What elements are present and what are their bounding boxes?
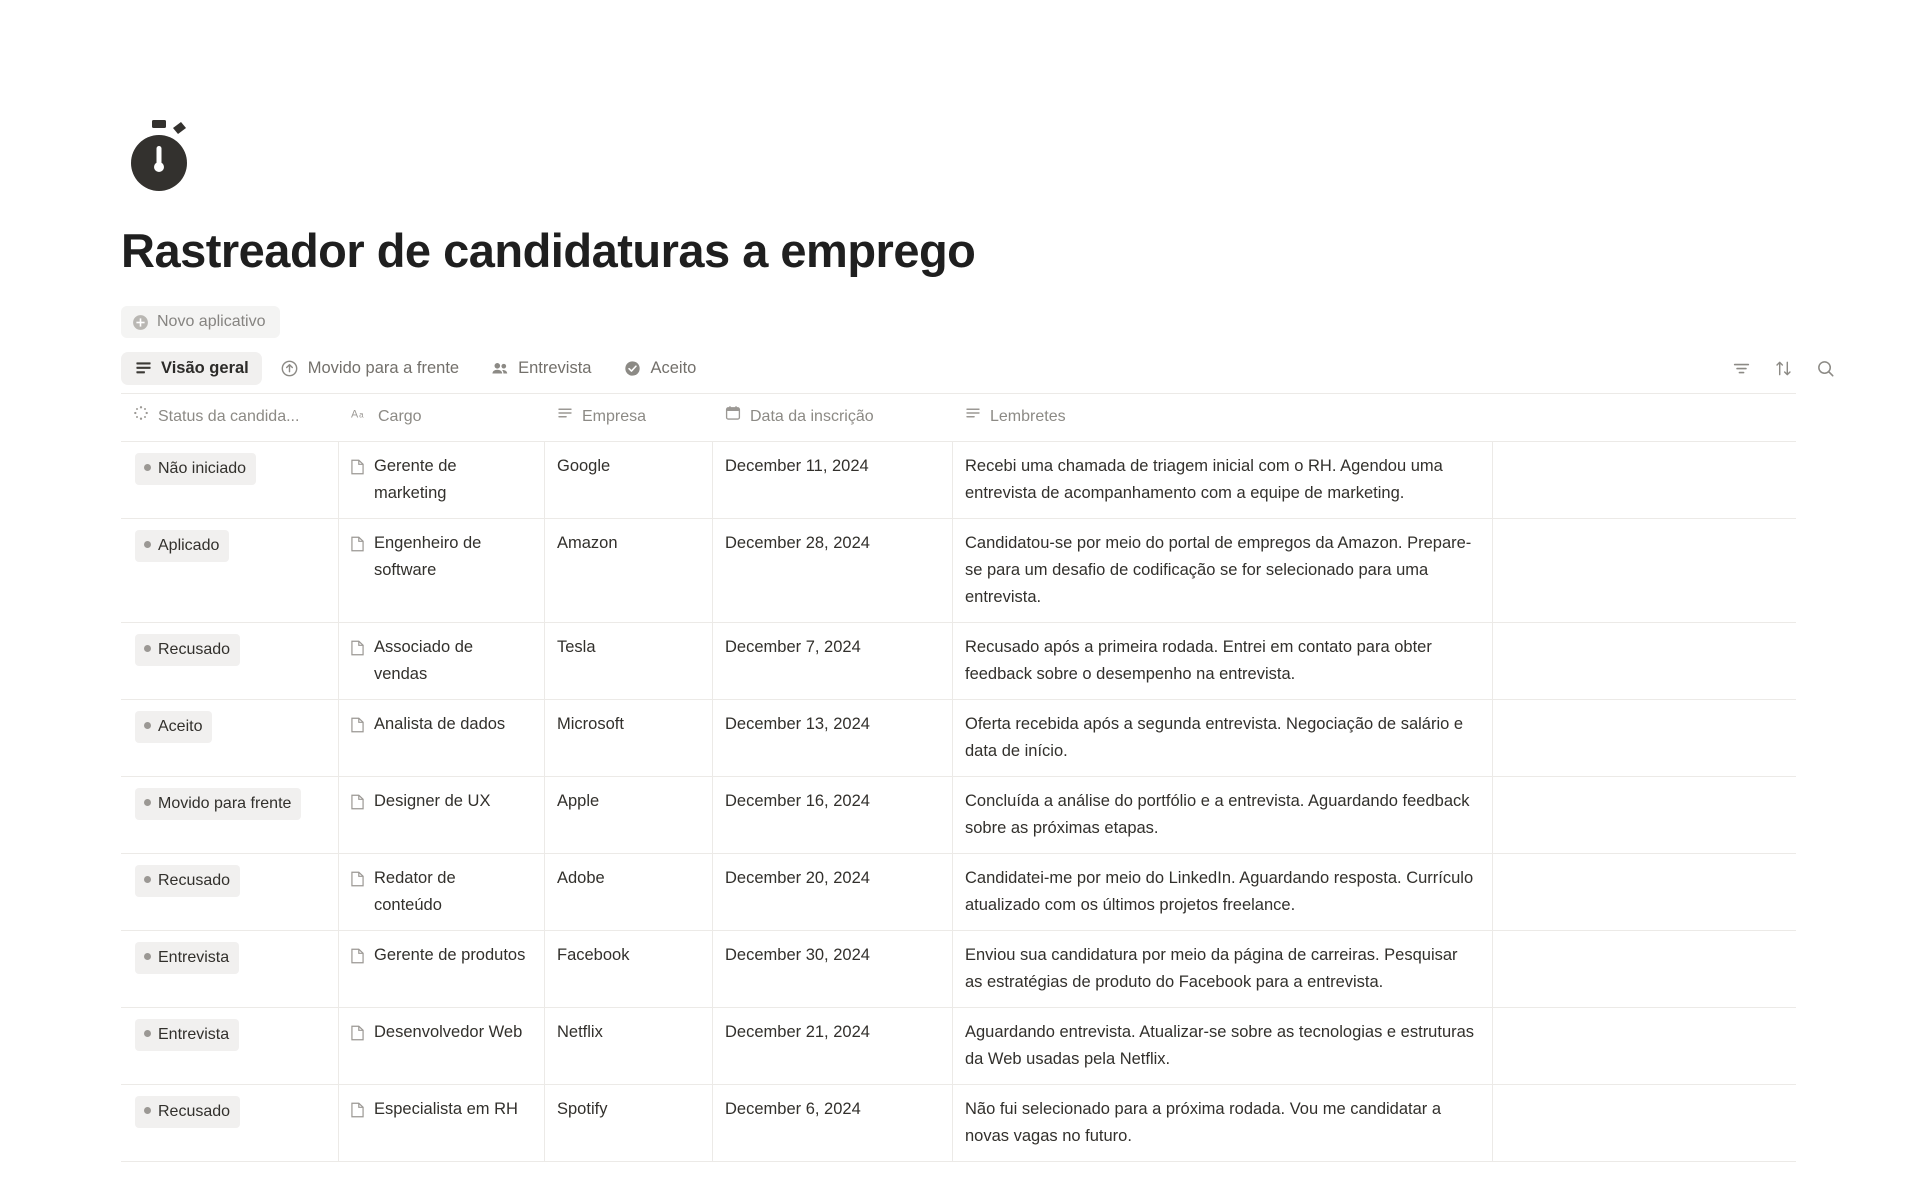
cell-date[interactable]: December 6, 2024 [713,1085,953,1161]
cell-extra[interactable] [1493,442,1796,518]
cell-status[interactable] [121,1085,339,1161]
cell-company[interactable]: Spotify [545,1085,713,1161]
document-icon [351,1023,364,1050]
table-row[interactable] [121,777,1796,854]
calendar-icon [725,403,741,430]
column-header-cargo[interactable] [339,394,545,441]
text-lines-icon [557,403,573,430]
document-icon [351,869,364,896]
cell-role[interactable] [339,519,545,622]
column-header-status[interactable] [121,394,339,441]
document-icon [351,457,364,484]
cell-role[interactable] [339,931,545,1007]
cell-notes[interactable]: Recebi uma chamada de triagem inicial com o RH. Agendou uma entrevista de acompanhamento com a equipe de marketing. [953,442,1493,518]
role-label: Associado de vendas [374,638,474,683]
cell-notes[interactable]: Concluída a análise do portfólio e a entrevista. Aguardando feedback sobre as próximas etapas. [953,777,1493,853]
cell-extra[interactable] [1493,519,1796,622]
cell-date[interactable]: December 16, 2024 [713,777,953,853]
column-header-data[interactable] [713,394,953,441]
tab-label: Aceito [650,359,697,377]
status-badge: Recusado [135,1096,240,1128]
arrow-up-circle-icon [281,360,299,378]
cell-extra[interactable] [1493,623,1796,699]
applications-table [121,393,1796,1162]
column-header-extra[interactable] [1493,394,1796,441]
status-badge: Entrevista [135,942,239,974]
cell-company[interactable]: Amazon [545,519,713,622]
status-dot-icon [144,541,151,548]
status-dot-icon [144,464,151,471]
cell-notes[interactable]: Candidatou-se por meio do portal de empregos da Amazon. Prepare-se para um desafio de codificação se for selecionado para uma entrevista. [953,519,1493,622]
cell-role[interactable] [339,700,545,776]
cell-extra[interactable] [1493,777,1796,853]
status-dot-icon [144,953,151,960]
new-application-row [121,306,1920,338]
status-badge: Aplicado [135,530,229,562]
cell-role[interactable] [339,777,545,853]
svg-text:a: a [359,410,364,420]
table-header-row [121,394,1796,442]
document-icon [351,1100,364,1127]
sort-icon[interactable] [1773,359,1793,379]
cell-status[interactable] [121,1008,339,1084]
tab-label: Entrevista [518,359,592,377]
cell-extra[interactable] [1493,1085,1796,1161]
tab-label: Visão geral [161,359,249,377]
cell-notes[interactable]: Aguardando entrevista. Atualizar-se sobre as tecnologias e estruturas da Web usadas pela Netflix. [953,1008,1493,1084]
cell-status[interactable] [121,854,339,930]
status-dot-icon [144,1107,151,1114]
status-dot-icon [144,876,151,883]
table-row[interactable] [121,1008,1796,1085]
column-header-lembretes[interactable] [953,394,1493,441]
table-row[interactable] [121,442,1796,519]
role-label: Designer de UX [374,792,491,810]
status-dot-icon [144,645,151,652]
cell-date[interactable]: December 20, 2024 [713,854,953,930]
cell-status[interactable] [121,519,339,622]
text-icon [351,403,369,430]
cell-role[interactable] [339,442,545,518]
cell-company[interactable]: Netflix [545,1008,713,1084]
cell-company[interactable]: Microsoft [545,700,713,776]
document-icon [351,946,364,973]
cell-extra[interactable] [1493,700,1796,776]
table-row[interactable] [121,519,1796,623]
cell-status[interactable] [121,623,339,699]
column-header-label: Cargo [378,408,422,425]
role-label: Gerente de produtos [374,946,526,964]
role-label: Engenheiro de software [374,534,482,579]
role-label: Especialista em RH [374,1100,518,1118]
check-circle-icon [623,360,641,378]
column-header-label: Empresa [582,408,647,425]
tab-movido-para-a-frente[interactable] [268,352,472,385]
svg-text:A: A [351,408,359,421]
page-title: Rastreador de candidaturas a emprego [121,224,976,277]
cell-role[interactable] [339,854,545,930]
select-icon [133,403,149,430]
cell-company[interactable]: Facebook [545,931,713,1007]
status-badge: Movido para frente [135,788,301,820]
view-tabs [121,352,1920,385]
column-header-label: Lembretes [990,408,1066,425]
cell-notes[interactable]: Não fui selecionado para a próxima rodada. Vou me candidatar a novas vagas no futuro. [953,1085,1493,1161]
table-row[interactable] [121,854,1796,931]
cell-role[interactable] [339,623,545,699]
role-label: Analista de dados [374,715,506,733]
role-label: Gerente de marketing [374,457,457,502]
search-icon[interactable] [1815,359,1835,379]
tab-aceito[interactable] [610,352,709,385]
cell-date[interactable]: December 13, 2024 [713,700,953,776]
document-icon [351,638,364,665]
table-row[interactable] [121,623,1796,700]
status-dot-icon [144,722,151,729]
tab-label: Movido para a frente [307,359,460,377]
cell-date[interactable]: December 11, 2024 [713,442,953,518]
cell-company[interactable]: Adobe [545,854,713,930]
plus-circle-icon [132,314,149,331]
cell-status[interactable] [121,442,339,518]
new-application-label: Novo aplicativo [157,313,266,330]
column-header-label: Status da candida... [158,408,300,425]
table-row[interactable] [121,700,1796,777]
stopwatch-icon [121,118,199,196]
column-header-label: Data da inscrição [750,408,874,425]
cell-date[interactable]: December 30, 2024 [713,931,953,1007]
document-icon [351,715,364,742]
cell-notes[interactable]: Candidatei-me por meio do LinkedIn. Aguardando resposta. Currículo atualizado com os últimos projetos freelance. [953,854,1493,930]
status-badge: Aceito [135,711,212,743]
tab-entrevista[interactable] [478,352,604,385]
status-badge: Não iniciado [135,453,256,485]
new-application-button[interactable] [121,306,280,338]
status-dot-icon [144,1030,151,1037]
cell-extra[interactable] [1493,1008,1796,1084]
cell-status[interactable] [121,777,339,853]
people-icon [491,360,509,378]
cell-date[interactable]: December 28, 2024 [713,519,953,622]
cell-date[interactable]: December 7, 2024 [713,623,953,699]
cell-company[interactable]: Tesla [545,623,713,699]
status-badge: Recusado [135,865,240,897]
status-badge: Recusado [135,634,240,666]
cell-company[interactable]: Google [545,442,713,518]
cell-notes[interactable]: Oferta recebida após a segunda entrevista. Negociação de salário e data de início. [953,700,1493,776]
table-row[interactable] [121,931,1796,1008]
filter-icon[interactable] [1731,359,1751,379]
cell-extra[interactable] [1493,931,1796,1007]
cell-notes[interactable]: Recusado após a primeira rodada. Entrei em contato para obter feedback sobre o desempenho na entrevista. [953,623,1493,699]
cell-notes[interactable]: Enviou sua candidatura por meio da página de carreiras. Pesquisar as estratégias de produto do Facebook para a entrevista. [953,931,1493,1007]
role-label: Redator de conteúdo [374,869,456,914]
status-badge: Entrevista [135,1019,239,1051]
cell-status[interactable] [121,931,339,1007]
document-icon [351,534,364,561]
tab-visao-geral[interactable] [121,352,262,385]
cell-company[interactable]: Apple [545,777,713,853]
document-icon [351,792,364,819]
view-tools [1731,359,1835,379]
cell-role[interactable] [339,1008,545,1084]
table-row[interactable] [121,1085,1796,1162]
table-view-icon [134,360,152,378]
role-label: Desenvolvedor Web [374,1023,523,1041]
text-lines-icon [965,403,981,430]
cell-status[interactable] [121,700,339,776]
cell-extra[interactable] [1493,854,1796,930]
column-header-empresa[interactable] [545,394,713,441]
status-dot-icon [144,799,151,806]
cell-date[interactable]: December 21, 2024 [713,1008,953,1084]
cell-role[interactable] [339,1085,545,1161]
